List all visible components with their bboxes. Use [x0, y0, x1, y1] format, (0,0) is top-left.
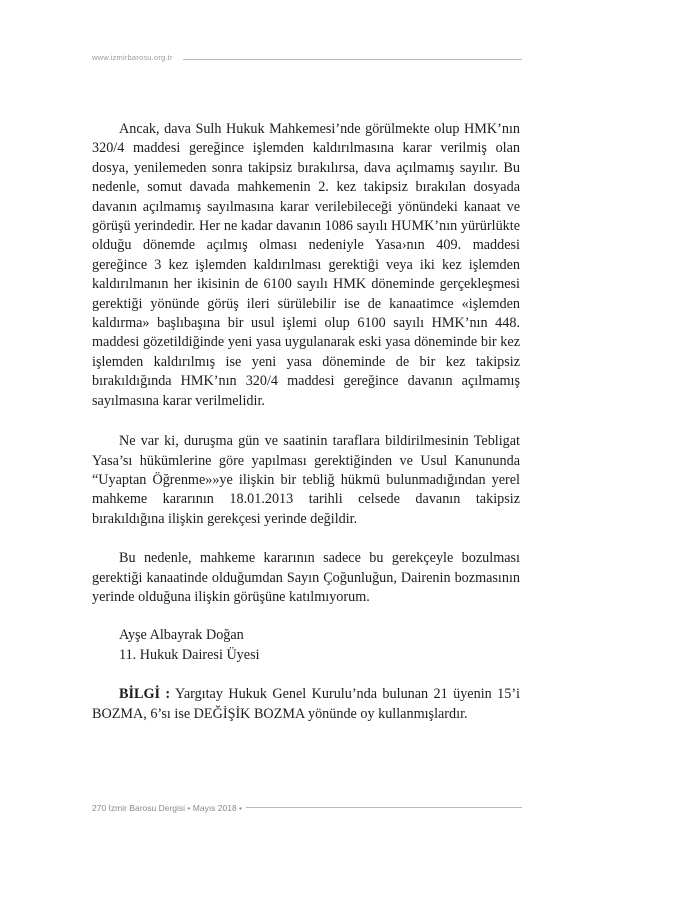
- info-note: [92, 685, 520, 724]
- signature-title: 11. Hukuk Dairesi Üyesi: [119, 646, 260, 663]
- paragraph-spacer: [92, 665, 520, 685]
- paragraph-spacer: [92, 529, 520, 549]
- signature-name: Ayşe Albayrak Doğan: [119, 627, 244, 644]
- paragraph-3: Bu nedenle, mahkeme kararının sadece bu gerekçeyle bozulması gerektiği kanaatinde olduğumdan Sayın Çoğunluğun, Dairenin bozmasının yerinde olduğuna ilişkin görüşüne katılmıyorum.: [92, 550, 520, 605]
- info-note-text: Yargıtay Hukuk Genel Kurulu’nda bulunan 21 üyenin 15’i BOZMA, 6’sı ise DEĞİŞİK BOZMA yönünde oy kullanmışlardır.: [92, 686, 520, 722]
- page-footer: [92, 800, 522, 816]
- paragraph-spacer: [92, 411, 520, 432]
- info-note-label: BİLGİ :: [119, 686, 171, 703]
- footer-text: 270 İzmir Barosu Dergisi • Mayıs 2018 •: [92, 801, 246, 815]
- paragraph-2: Ne var ki, duruşma gün ve saatinin taraflara bildirilmesinin Tebligat Yasa’sı hükümlerine göre yapılması gerektiğinden ve Usul Kanununda “Uyaptan Öğrenme»»ye ilişkin bir tebliğ hükmü bulunmadığından yerel mahkeme kararının 18.01.2013 tarihli celsede davanın takipsiz bırakıldığına ilişkin gerekçesi yerinde değildir.: [92, 433, 520, 527]
- page-header: [92, 52, 522, 64]
- header-divider: [183, 59, 522, 60]
- document-body: [92, 120, 520, 724]
- header-url: www.izmirbarosu.org.tr: [92, 53, 173, 62]
- paragraph-spacer: [92, 607, 520, 626]
- paragraph-1: Ancak, dava Sulh Hukuk Mahkemesi’nde görülmekte olup HMK’nın 320/4 maddesi gereğince işlemden kaldırılmasına karar verilmiş olan dosya, yenilemeden sonra takipsiz bırakılırsa, dava açılmamış sayılır. Bu nedenle, somut davada mahkemenin 2. kez takipsiz bırakılan dosyada davanın açılmamış sayılmasına karar verilebileceği yönündeki kanaat ve görüşü yerindedir. Her ne kadar davanın 1086 sayılı HUMK’nın yürürlükte olduğu dönemde açılmış olması nedeniyle Yasa›nın 409. maddesi gereğince 3 kez işlemden kaldırılması gerektiği veya iki kez işlemden kaldırılmanın her ikisinin de 6100 sayılı HMK döneminde gerçekleşmesi gerektiği yönünde görüş ileri sürülebilir ise de kanaatimce «işlemden kaldırma» başlıbaşına bir usul işlemi olup 6100 sayılı HMK’nın 448. maddesi gözetildiğinde yeni yasa uygulanarak eski yasa döneminde bir kez işlemden kaldırılmış ise yeni yasa döneminde de bir kez takipsiz bırakıldığında HMK’nın 320/4 maddesi gereğince davanın açılmamış sayılmasına karar verilmelidir.: [92, 121, 520, 409]
